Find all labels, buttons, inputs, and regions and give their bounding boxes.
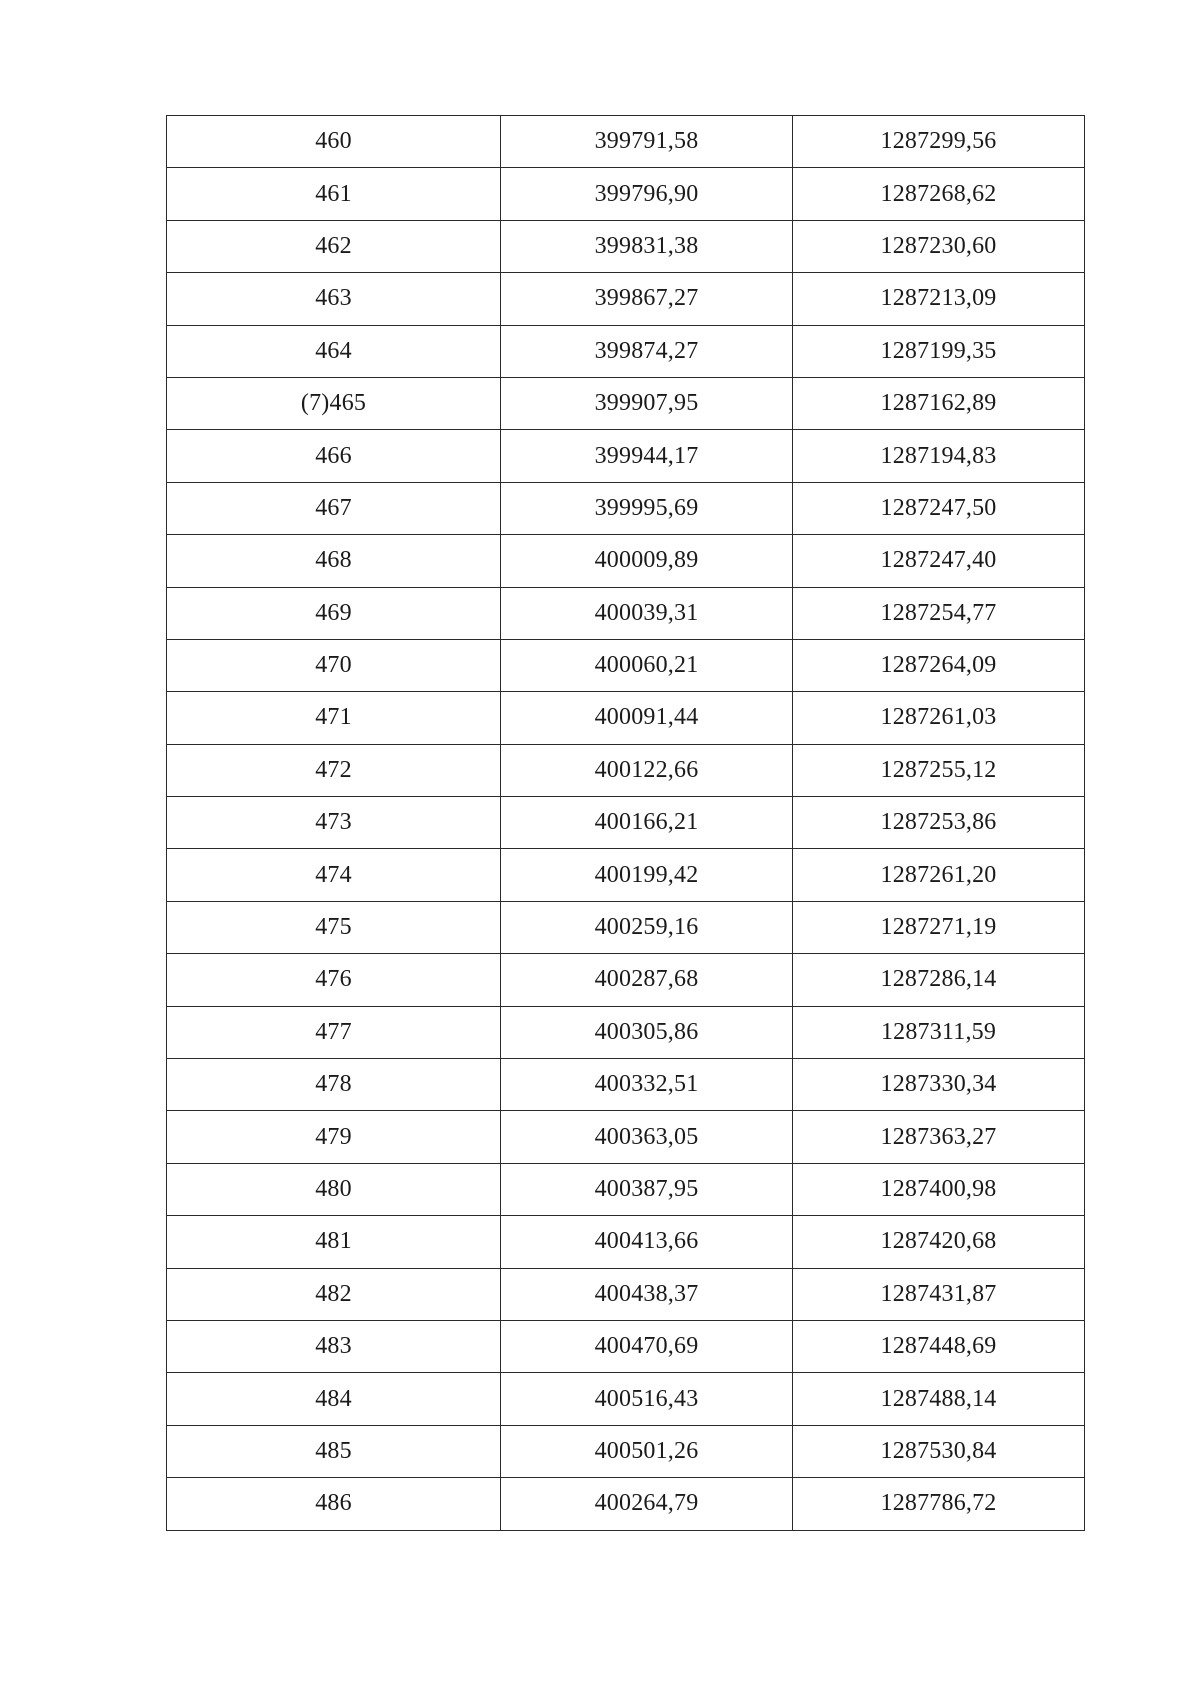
y-coordinate-cell: 1287363,27	[793, 1111, 1085, 1163]
y-coordinate-cell: 1287330,34	[793, 1059, 1085, 1111]
point-number-cell: 482	[167, 1268, 501, 1320]
x-coordinate-cell: 400501,26	[501, 1425, 793, 1477]
table-row	[167, 220, 1085, 272]
x-coordinate-cell: 399831,38	[501, 220, 793, 272]
table-row	[167, 744, 1085, 796]
x-coordinate-cell: 400287,68	[501, 954, 793, 1006]
table-row	[167, 1059, 1085, 1111]
point-number-cell: 483	[167, 1320, 501, 1372]
table-row	[167, 901, 1085, 953]
x-coordinate-cell: 400166,21	[501, 797, 793, 849]
table-row	[167, 797, 1085, 849]
y-coordinate-cell: 1287488,14	[793, 1373, 1085, 1425]
point-number-cell: 460	[167, 116, 501, 168]
point-number-cell: 468	[167, 535, 501, 587]
y-coordinate-cell: 1287230,60	[793, 220, 1085, 272]
table-row	[167, 168, 1085, 220]
y-coordinate-cell: 1287271,19	[793, 901, 1085, 953]
y-coordinate-cell: 1287247,40	[793, 535, 1085, 587]
y-coordinate-cell: 1287420,68	[793, 1216, 1085, 1268]
point-number-cell: 471	[167, 692, 501, 744]
x-coordinate-cell: 400039,31	[501, 587, 793, 639]
point-number-cell: 474	[167, 849, 501, 901]
x-coordinate-cell: 400264,79	[501, 1478, 793, 1530]
point-number-cell: 486	[167, 1478, 501, 1530]
x-coordinate-cell: 400259,16	[501, 901, 793, 953]
point-number-cell: 473	[167, 797, 501, 849]
x-coordinate-cell: 400363,05	[501, 1111, 793, 1163]
table-row	[167, 1320, 1085, 1372]
table-row	[167, 639, 1085, 691]
x-coordinate-cell: 400305,86	[501, 1006, 793, 1058]
y-coordinate-cell: 1287254,77	[793, 587, 1085, 639]
table-row	[167, 1425, 1085, 1477]
table-row	[167, 1373, 1085, 1425]
x-coordinate-cell: 399874,27	[501, 325, 793, 377]
table-row	[167, 587, 1085, 639]
table-row	[167, 1478, 1085, 1530]
x-coordinate-cell: 400060,21	[501, 639, 793, 691]
table-row	[167, 1216, 1085, 1268]
point-number-cell: (7)465	[167, 377, 501, 429]
x-coordinate-cell: 400516,43	[501, 1373, 793, 1425]
y-coordinate-cell: 1287253,86	[793, 797, 1085, 849]
y-coordinate-cell: 1287261,20	[793, 849, 1085, 901]
y-coordinate-cell: 1287299,56	[793, 116, 1085, 168]
x-coordinate-cell: 399867,27	[501, 273, 793, 325]
table-row	[167, 535, 1085, 587]
point-number-cell: 478	[167, 1059, 501, 1111]
coordinates-table-body	[167, 116, 1085, 1531]
point-number-cell: 463	[167, 273, 501, 325]
table-row	[167, 1006, 1085, 1058]
y-coordinate-cell: 1287213,09	[793, 273, 1085, 325]
table-row	[167, 1268, 1085, 1320]
y-coordinate-cell: 1287255,12	[793, 744, 1085, 796]
point-number-cell: 480	[167, 1163, 501, 1215]
point-number-cell: 470	[167, 639, 501, 691]
table-row	[167, 325, 1085, 377]
x-coordinate-cell: 400332,51	[501, 1059, 793, 1111]
point-number-cell: 469	[167, 587, 501, 639]
point-number-cell: 477	[167, 1006, 501, 1058]
x-coordinate-cell: 400091,44	[501, 692, 793, 744]
y-coordinate-cell: 1287194,83	[793, 430, 1085, 482]
point-number-cell: 484	[167, 1373, 501, 1425]
table-row	[167, 692, 1085, 744]
y-coordinate-cell: 1287311,59	[793, 1006, 1085, 1058]
y-coordinate-cell: 1287264,09	[793, 639, 1085, 691]
point-number-cell: 479	[167, 1111, 501, 1163]
point-number-cell: 461	[167, 168, 501, 220]
table-row	[167, 377, 1085, 429]
table-row	[167, 430, 1085, 482]
x-coordinate-cell: 399791,58	[501, 116, 793, 168]
table-row	[167, 116, 1085, 168]
y-coordinate-cell: 1287199,35	[793, 325, 1085, 377]
point-number-cell: 472	[167, 744, 501, 796]
table-row	[167, 954, 1085, 1006]
x-coordinate-cell: 399995,69	[501, 482, 793, 534]
coordinates-table	[166, 115, 1085, 1531]
point-number-cell: 464	[167, 325, 501, 377]
x-coordinate-cell: 399907,95	[501, 377, 793, 429]
table-row	[167, 1111, 1085, 1163]
x-coordinate-cell: 400387,95	[501, 1163, 793, 1215]
table-row	[167, 849, 1085, 901]
point-number-cell: 467	[167, 482, 501, 534]
y-coordinate-cell: 1287786,72	[793, 1478, 1085, 1530]
table-row	[167, 273, 1085, 325]
x-coordinate-cell: 400122,66	[501, 744, 793, 796]
x-coordinate-cell: 400470,69	[501, 1320, 793, 1372]
point-number-cell: 466	[167, 430, 501, 482]
point-number-cell: 481	[167, 1216, 501, 1268]
point-number-cell: 475	[167, 901, 501, 953]
table-row	[167, 482, 1085, 534]
x-coordinate-cell: 399796,90	[501, 168, 793, 220]
x-coordinate-cell: 400438,37	[501, 1268, 793, 1320]
y-coordinate-cell: 1287162,89	[793, 377, 1085, 429]
y-coordinate-cell: 1287268,62	[793, 168, 1085, 220]
x-coordinate-cell: 400413,66	[501, 1216, 793, 1268]
x-coordinate-cell: 400009,89	[501, 535, 793, 587]
x-coordinate-cell: 400199,42	[501, 849, 793, 901]
point-number-cell: 462	[167, 220, 501, 272]
y-coordinate-cell: 1287431,87	[793, 1268, 1085, 1320]
table-row	[167, 1163, 1085, 1215]
y-coordinate-cell: 1287448,69	[793, 1320, 1085, 1372]
y-coordinate-cell: 1287247,50	[793, 482, 1085, 534]
point-number-cell: 476	[167, 954, 501, 1006]
y-coordinate-cell: 1287286,14	[793, 954, 1085, 1006]
y-coordinate-cell: 1287530,84	[793, 1425, 1085, 1477]
point-number-cell: 485	[167, 1425, 501, 1477]
x-coordinate-cell: 399944,17	[501, 430, 793, 482]
y-coordinate-cell: 1287400,98	[793, 1163, 1085, 1215]
y-coordinate-cell: 1287261,03	[793, 692, 1085, 744]
